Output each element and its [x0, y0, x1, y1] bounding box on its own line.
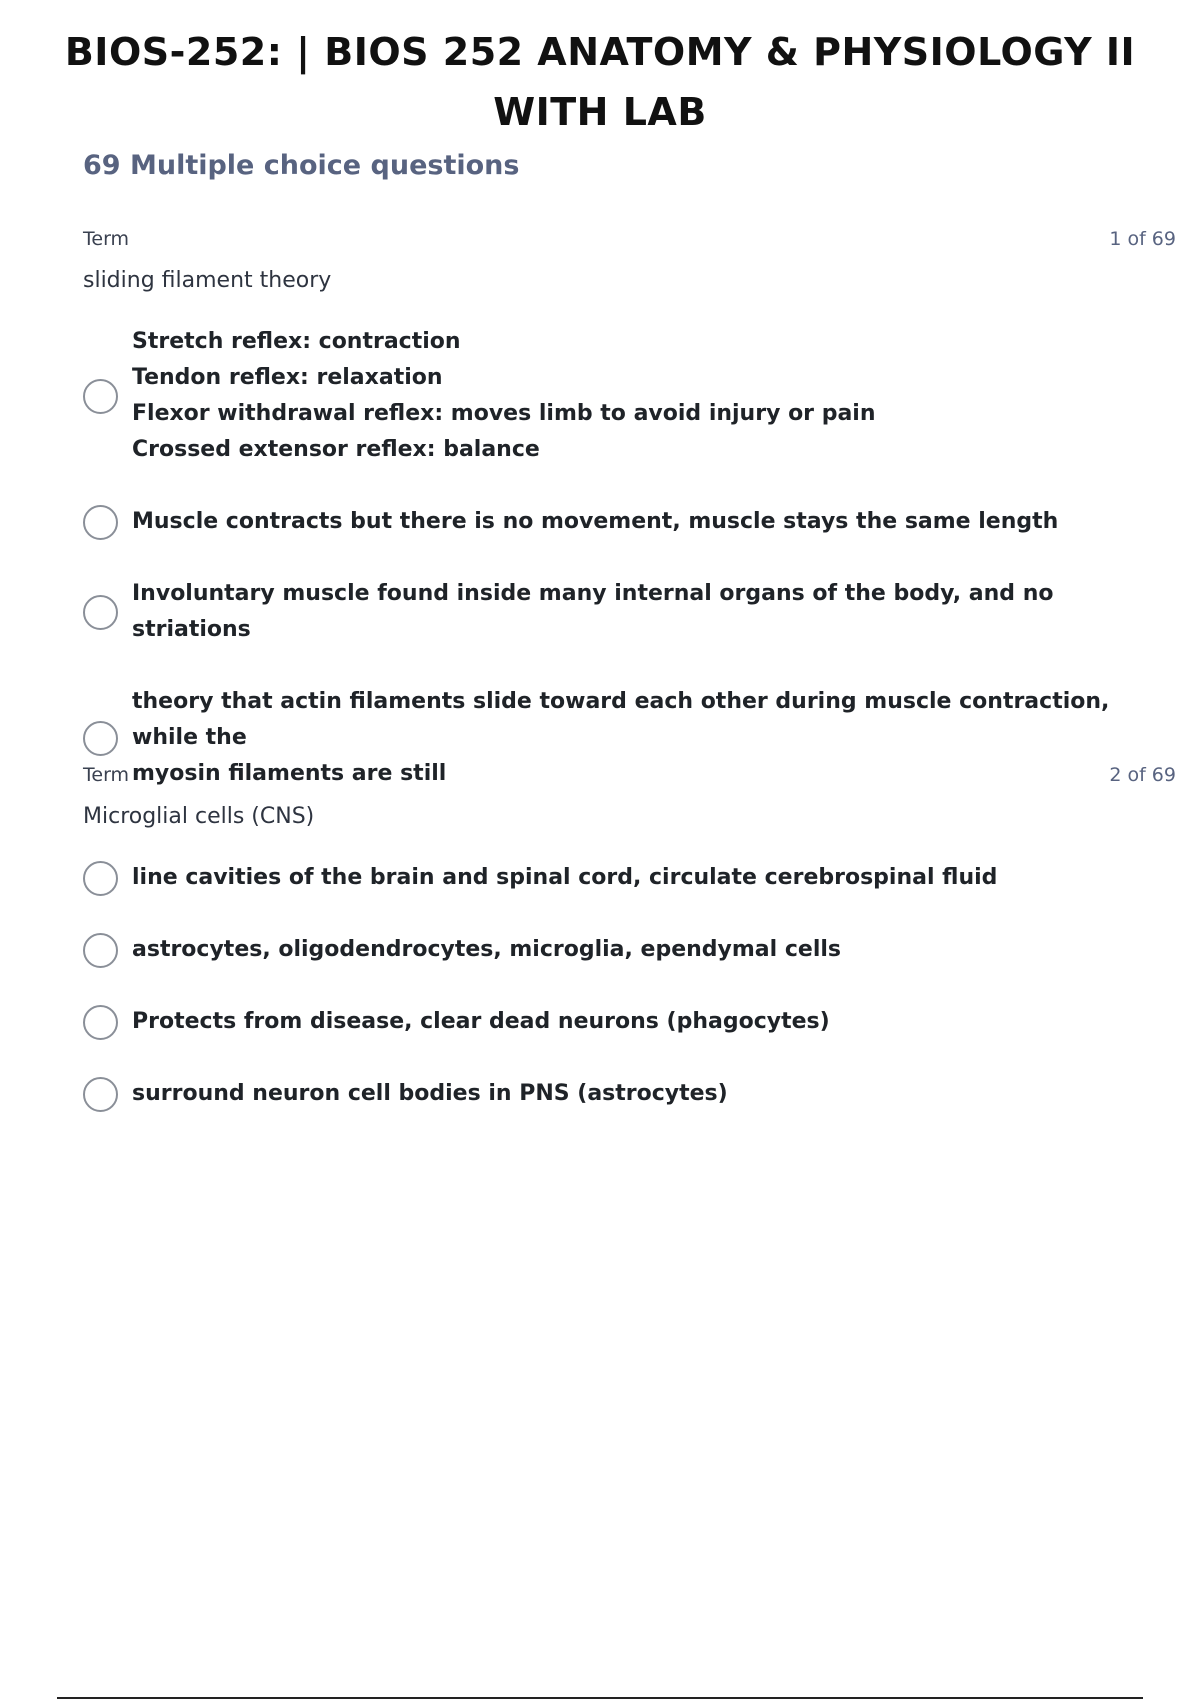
- answer-option-2[interactable]: [83, 504, 1176, 540]
- answer-line: surround neuron cell bodies in PNS (astrocytes): [132, 1081, 728, 1106]
- answer-line: Muscle contracts but there is no movement, muscle stays the same length: [132, 509, 1059, 534]
- answer-line: Protects from disease, clear dead neurons (phagocytes): [132, 1009, 830, 1034]
- answer-text: [132, 1076, 728, 1112]
- answer-text: [132, 576, 1176, 648]
- answer-option-4[interactable]: [83, 1076, 1176, 1112]
- question-count: 69 Multiple choice questions: [83, 150, 520, 181]
- answer-text: [132, 504, 1058, 540]
- answer-options: [83, 324, 1176, 792]
- radio-button-icon[interactable]: [83, 1077, 118, 1112]
- answer-line: Involuntary muscle found inside many internal organs of the body, and no striations: [132, 581, 1054, 642]
- answer-option-3[interactable]: [83, 576, 1176, 648]
- answer-line: astrocytes, oligodendrocytes, microglia, ependymal cells: [132, 937, 841, 962]
- term-header: [83, 764, 1176, 792]
- radio-button-icon[interactable]: [83, 379, 118, 414]
- term-text: Microglial cells (CNS): [83, 804, 315, 829]
- term-header: [83, 228, 1176, 256]
- term-label: Term: [83, 764, 130, 786]
- answer-line: Stretch reflex: contraction: [132, 329, 461, 354]
- footer-divider: [57, 1697, 1143, 1699]
- radio-button-icon[interactable]: [83, 1005, 118, 1040]
- answer-text: [132, 1004, 830, 1040]
- answer-text: [132, 860, 997, 896]
- answer-line: Tendon reflex: relaxation: [132, 365, 443, 390]
- answer-line: myosin filaments are still: [132, 761, 447, 786]
- term-text: sliding filament theory: [83, 268, 332, 293]
- answer-options: [83, 860, 1176, 1112]
- answer-line: Flexor withdrawal reflex: moves limb to avoid injury or pain: [132, 401, 876, 426]
- answer-line: theory that actin filaments slide toward each other during muscle contraction, while the: [132, 689, 1110, 750]
- term-label: Term: [83, 228, 130, 250]
- question-counter: 2 of 69: [1109, 764, 1176, 786]
- radio-button-icon[interactable]: [83, 505, 118, 540]
- answer-line: line cavities of the brain and spinal cord, circulate cerebrospinal fluid: [132, 865, 998, 890]
- answer-option-1[interactable]: [83, 324, 1176, 468]
- answer-text: [132, 932, 841, 968]
- document-title: BIOS-252: | BIOS 252 ANATOMY & PHYSIOLOGY II WITH LAB: [64, 30, 1136, 134]
- radio-button-icon[interactable]: [83, 595, 118, 630]
- radio-button-icon[interactable]: [83, 933, 118, 968]
- question-1: [83, 228, 1176, 828]
- answer-option-1[interactable]: [83, 860, 1176, 896]
- answer-text: [132, 324, 876, 468]
- answer-option-3[interactable]: [83, 1004, 1176, 1040]
- answer-option-2[interactable]: [83, 932, 1176, 968]
- answer-line: Crossed extensor reflex: balance: [132, 437, 540, 462]
- question-2: [83, 764, 1176, 1148]
- radio-button-icon[interactable]: [83, 721, 118, 756]
- radio-button-icon[interactable]: [83, 861, 118, 896]
- question-counter: 1 of 69: [1109, 228, 1176, 250]
